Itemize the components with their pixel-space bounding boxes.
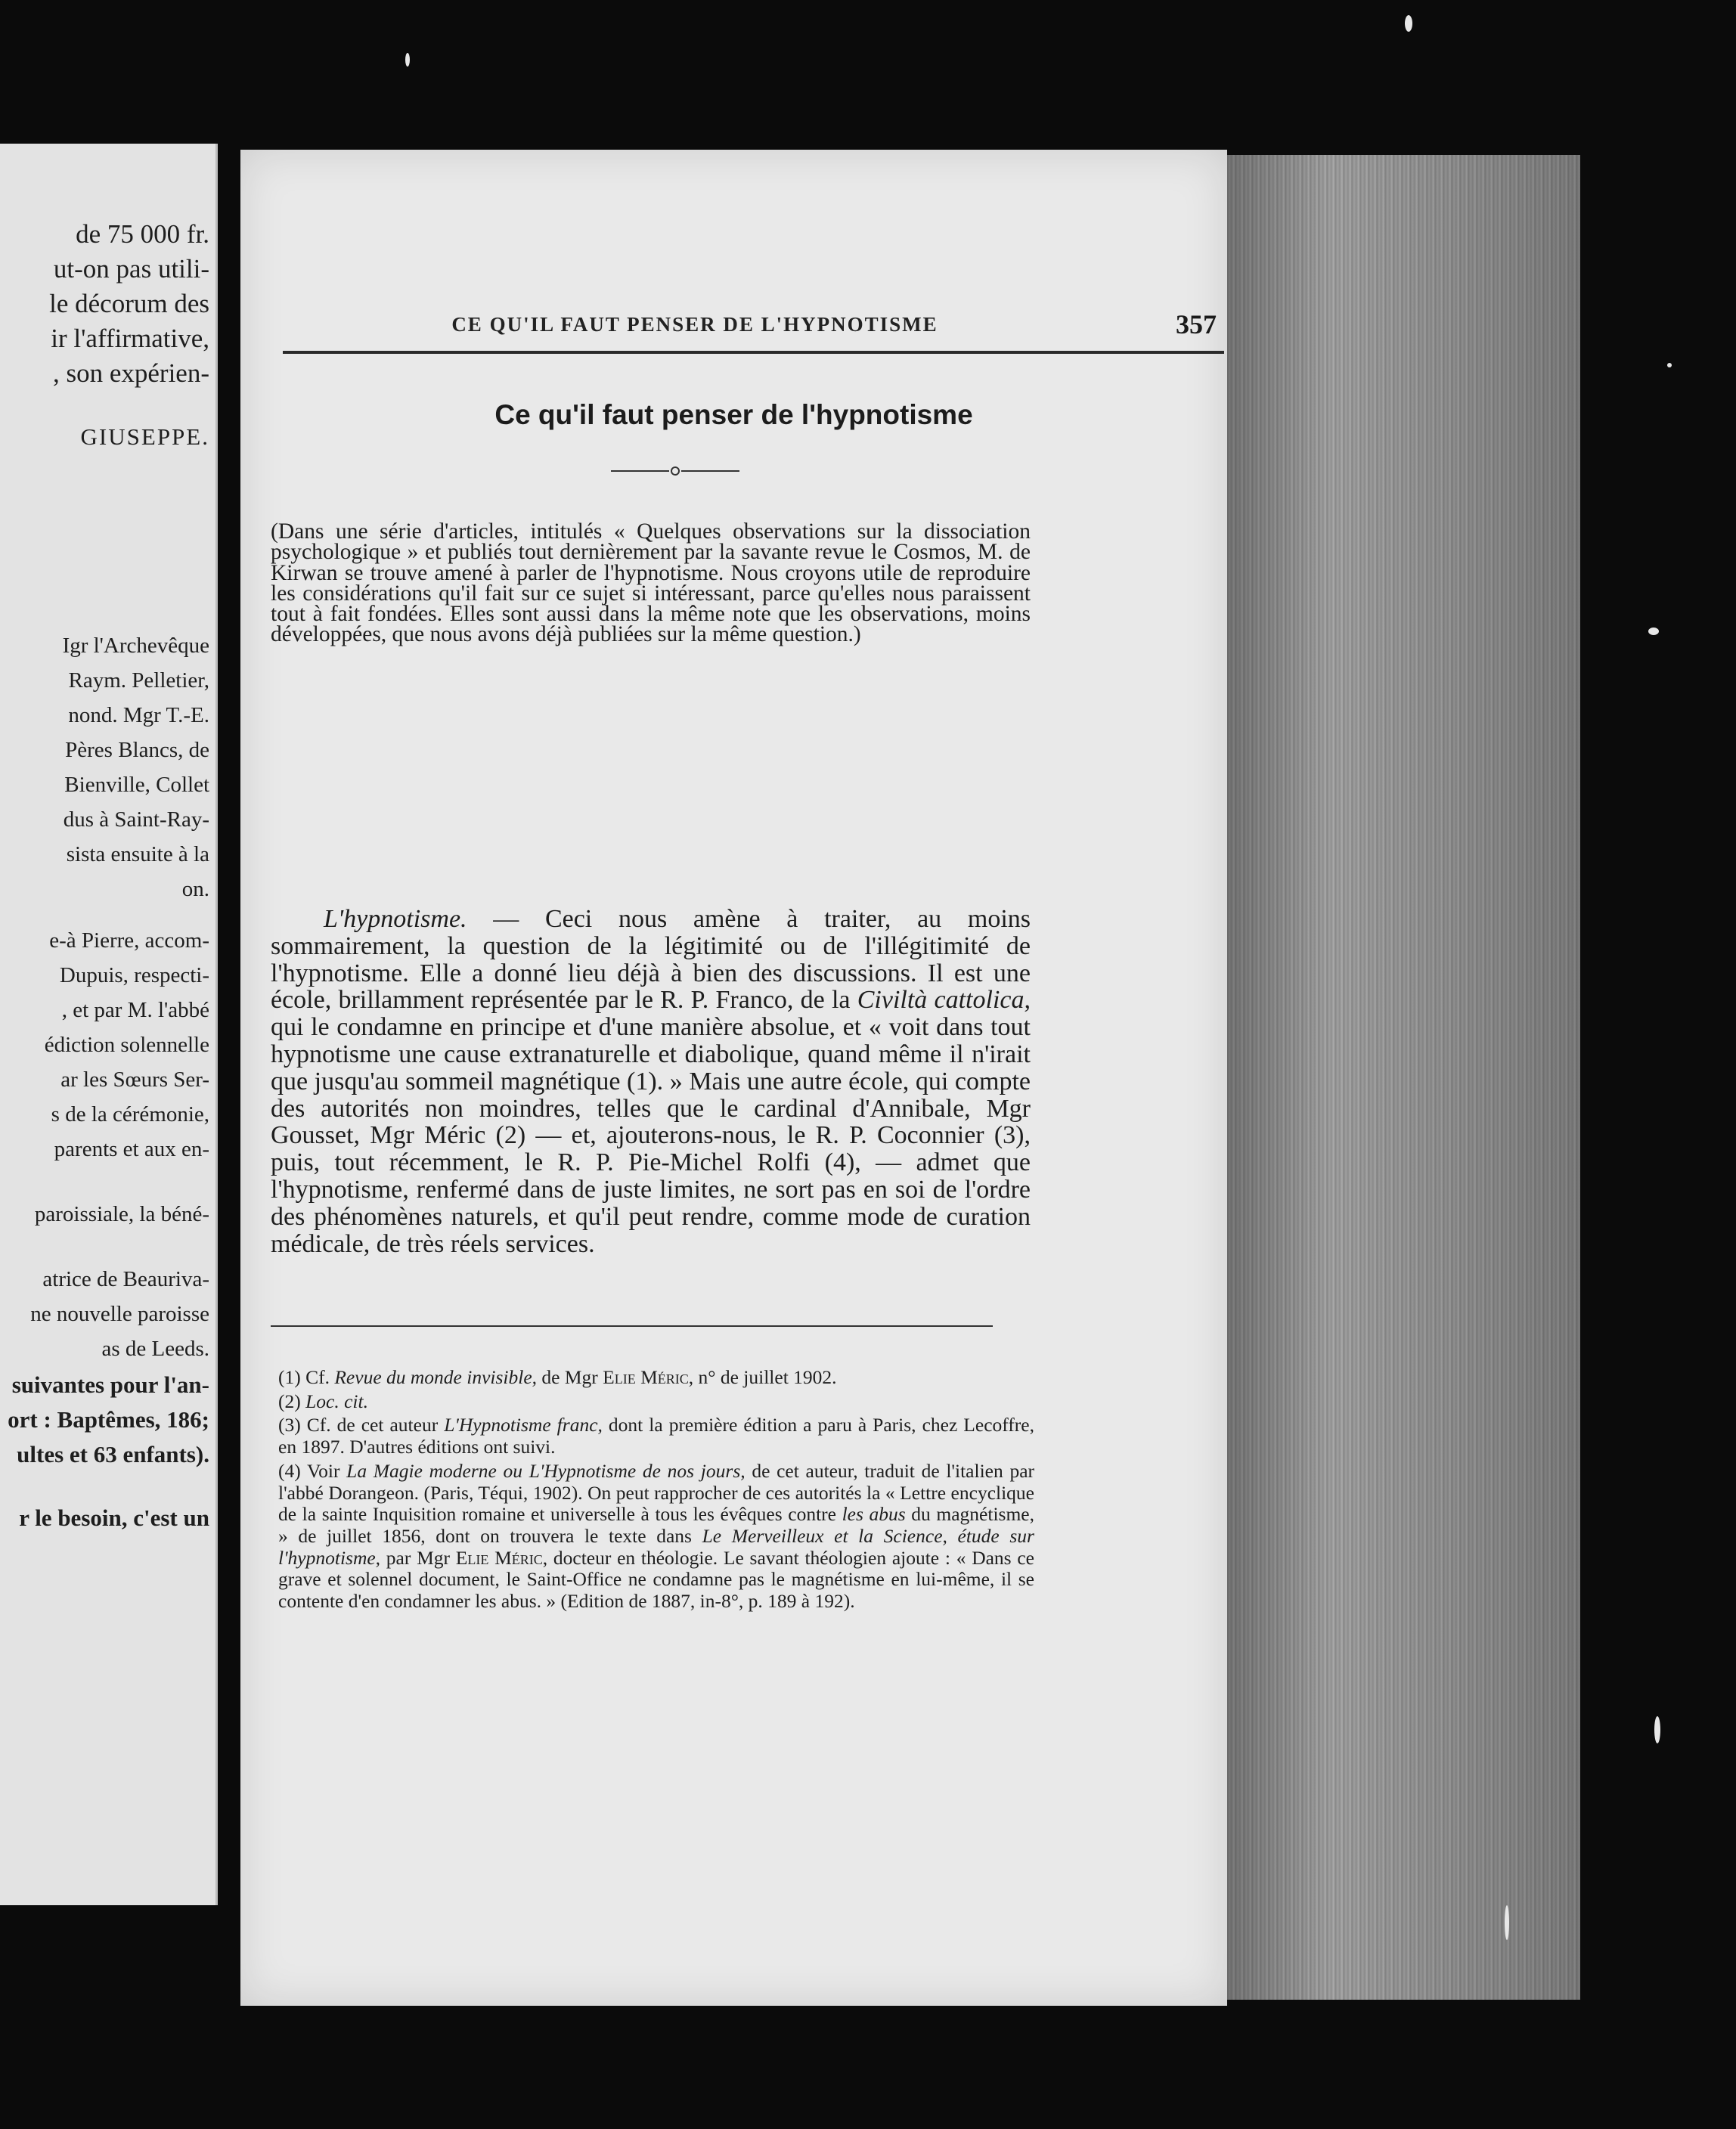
footnote-4-end: , docteur en théologie. Le savant théologien ajoute : « Dans ce grave et solennel document, le Saint-Office ne condamne pas le magnétisme en lui-même, il se contente d'en condamner les abus. » (Edition de 1887, in-8°, p. 189 à 192).	[278, 1546, 1034, 1613]
footnote-1-prefix: (1) Cf.	[278, 1366, 335, 1388]
paragraph-text-1: — Ceci nous amène à traiter, au moins sommairement, la question de la légitimité ou de l'illégitimité de l'hypnotisme. Elle a donné lieu déjà à bien des discussions. Il est une école, brillamment représentée par le R. P. Franco, de la	[271, 905, 1031, 1015]
film-speck	[1505, 1905, 1509, 1940]
left-page-line: édiction solennelle	[44, 1033, 209, 1057]
footnotes	[278, 1367, 1034, 1615]
left-page-line: le décorum des	[49, 289, 209, 318]
left-page-line: ort : Baptêmes, 186;	[8, 1406, 209, 1433]
film-speck	[1667, 363, 1672, 367]
body-paragraph	[271, 906, 1031, 1257]
running-header	[283, 307, 1224, 354]
film-speck	[405, 53, 410, 67]
footnote-3-title: L'Hypnotisme franc,	[444, 1414, 603, 1436]
left-page-line: s de la cérémonie,	[51, 1102, 209, 1126]
left-page-line: ut-on pas utili-	[53, 254, 209, 284]
page-number: 357	[1176, 309, 1217, 339]
left-page-line: e-à Pierre, accom-	[49, 928, 209, 953]
left-page-line: as de Leeds.	[101, 1337, 209, 1361]
left-page-line: Raym. Pelletier,	[68, 668, 209, 693]
left-page-line: suivantes pour l'an-	[11, 1371, 209, 1398]
left-page-line: , et par M. l'abbé	[61, 998, 209, 1022]
footnote-4-title-2: Le Merveilleux et la Science, étude sur l'hypnotisme,	[278, 1524, 1034, 1569]
running-title: CE QU'IL FAUT PENSER DE L'HYPNOTISME	[451, 313, 938, 336]
left-page-line: dus à Saint-Ray-	[63, 807, 209, 832]
footnote-4-text-3: par Mgr	[380, 1546, 456, 1569]
footnote-3	[278, 1415, 1034, 1458]
article-title: Ce qu'il faut penser de l'hypnotisme	[494, 399, 973, 430]
civilta-cattolica: Civiltà cattolica,	[857, 986, 1031, 1015]
book-page-357	[240, 150, 1227, 2006]
footnote-1-title: Revue du monde invisible,	[334, 1366, 538, 1388]
footnote-3-text: dont la première édition a paru à Paris, chez Lecoffre, en 1897. D'autres éditions ont suivi.	[278, 1414, 1034, 1458]
footnote-1-author: Elie Méric	[603, 1366, 689, 1388]
footnote-4-text-2: du magnétisme, » de juillet 1856, dont on trouvera le texte dans	[278, 1503, 1034, 1547]
film-speck	[1654, 1716, 1660, 1743]
footnote-3-prefix: (3) Cf. de cet auteur	[278, 1414, 445, 1436]
paragraph-text-2: qui le condamne en principe et d'une manière absolue, et « voit dans tout hypnotisme une cause extranaturelle et diabolique, quand même il n'irait que jusqu'au sommeil magnétique (1). » Mais une autre école, qui compte des autorités non moindres, telles que le cardinal d'Annibale, Mgr Gousset, Mgr Méric (2) — et, ajouterons-nous, le R. P. Coconnier (3), puis, tout récemment, le R. P. Pie-Michel Rolfi (4), — admet que l'hypnotisme, renfermé dans de juste limites, ne sort pas en soi de l'ordre des phénomènes naturels, et qu'il peut rendre, comme mode de curation médicale, de très réels services.	[271, 1013, 1031, 1258]
left-page-line: sista ensuite à la	[66, 842, 209, 866]
left-page-line: GIUSEPPE.	[80, 423, 209, 450]
title-ornament	[600, 466, 751, 476]
footnote-4-emph: les abus	[842, 1503, 906, 1526]
left-page-line: ultes et 63 enfants).	[17, 1441, 209, 1467]
footnote-1	[278, 1367, 1034, 1389]
left-page-line: ir l'affirmative,	[51, 324, 209, 353]
footnote-2-prefix: (2)	[278, 1390, 306, 1412]
footnote-2	[278, 1391, 1034, 1413]
paragraph-lead: L'hypnotisme.	[324, 905, 467, 933]
footnote-rule	[271, 1325, 993, 1327]
left-page-line: de 75 000 fr.	[76, 219, 209, 249]
left-page-line: Bienville, Collet	[64, 773, 209, 797]
left-page-line: , son expérien-	[52, 358, 209, 388]
footnote-1-text: de Mgr	[537, 1366, 603, 1388]
left-page-line: nond. Mgr T.-E.	[68, 703, 209, 727]
left-page-line: atrice de Beauriva-	[42, 1267, 209, 1291]
film-speck	[1648, 628, 1659, 635]
left-page-line: ne nouvelle paroisse	[30, 1302, 209, 1326]
left-page-line: Dupuis, respecti-	[59, 963, 209, 987]
footnote-4-author: Elie Méric	[455, 1546, 543, 1569]
footnote-2-ref: Loc. cit.	[305, 1390, 368, 1412]
footnote-4	[278, 1461, 1034, 1613]
left-page-line: on.	[181, 877, 209, 901]
left-page-line: parents et aux en-	[54, 1137, 209, 1161]
editorial-intro: (Dans une série d'articles, intitulés « Quelques observations sur la dissociation psychologique » et publiés tout dernièrement par la savante revue le Cosmos, M. de Kirwan se trouve amené à parler de l'hypnotisme. Nous croyons utile de reproduire les considérations qu'il fait sur ce sujet si intéressant, parce qu'elles nous paraissent tout à fait fondées. Elles sont aussi dans la même note que les observations, moins développées, que nous avons déjà publiées sur la même question.)	[271, 519, 1031, 647]
film-speck	[1405, 15, 1412, 32]
left-page-line: Igr l'Archevêque	[62, 634, 209, 658]
footnote-4-text-1: de cet auteur, traduit de l'italien par l'abbé Dorangeon. (Paris, Téqui, 1902). On peut rapprocher de ces autorités la « Lettre encyclique de la sainte Inquisition romaine et universelle à tous les évêques contre	[278, 1459, 1035, 1526]
footnote-4-prefix: (4) Voir	[278, 1459, 347, 1482]
footnote-4-title-1: La Magie moderne ou L'Hypnotisme de nos jours,	[346, 1459, 746, 1482]
left-page-line: Pères Blancs, de	[65, 738, 209, 762]
footnote-1-end: , n° de juillet 1902.	[688, 1366, 837, 1388]
left-page-line: paroissiale, la béné-	[34, 1202, 209, 1226]
left-facing-page	[0, 144, 218, 1905]
page-edges	[1223, 155, 1580, 2000]
left-page-line: ar les Sœurs Ser-	[60, 1068, 209, 1092]
left-page-line: r le besoin, c'est un	[19, 1505, 209, 1531]
